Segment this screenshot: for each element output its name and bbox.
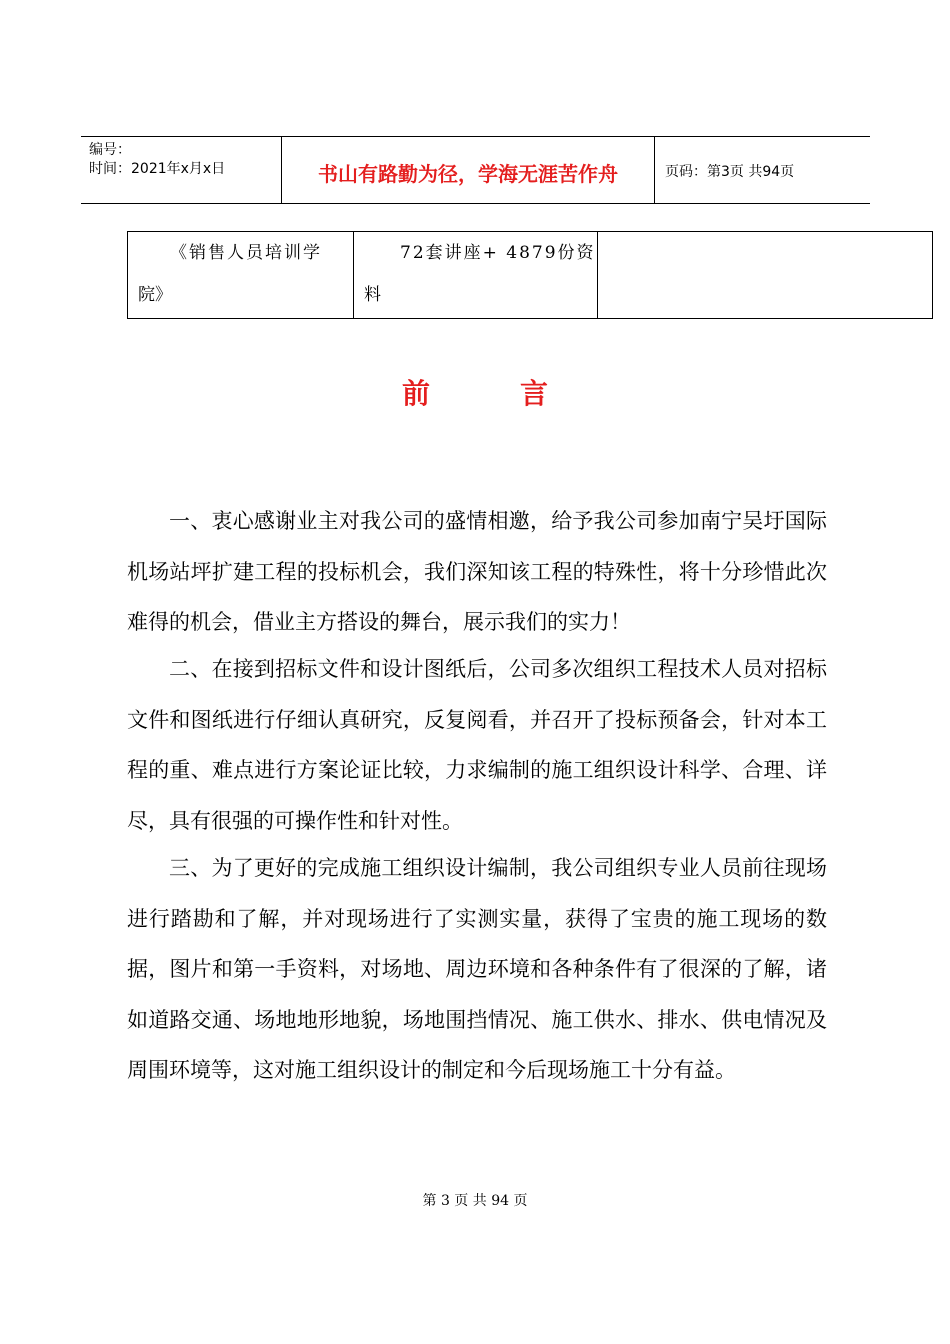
header-motto-cell [282,137,655,203]
paragraph: 一、衷心感谢业主对我公司的盛情相邀，给予我公司参加南宁吴圩国际机场站坪扩建工程的投标机会，我们深知该工程的特殊性，将十分珍惜此次难得的机会，借业主方搭设的舞台，展示我们的实力！ [127,509,827,634]
document-number-label: 编号： [89,142,131,158]
table-cell [128,232,354,318]
header-page-cell [655,137,870,203]
cell-text: 72套讲座+ 4879份资 [400,243,596,263]
page-footer: 第 3 页 共 94 页 [422,1193,528,1209]
cell-text: 《销售人员培训学 [170,243,322,263]
paragraph: 二、在接到招标文件和设计图纸后，公司多次组织工程技术人员对招标文件和图纸进行仔细认真研究，反复阅看，并召开了投标预备会，针对本工程的重、难点进行方案论证比较，力求编制的施工组织设计科学、合理、详尽，具有很强的可操作性和针对性。 [127,657,827,833]
cell-text: 院》 [138,285,172,305]
reference-table [127,231,933,319]
header-motto: 书山有路勤为径，学海无涯苦作舟 [318,162,618,186]
cell-text: 料 [364,285,381,305]
table-cell [354,232,598,318]
document-date-label: 时间：2021年x月x日 [89,161,226,177]
document-header [81,136,870,204]
header-info-cell [81,137,282,203]
table-cell-empty [598,232,932,318]
header-page-number: 页码：第3页 共94页 [665,164,795,180]
paragraph: 三、为了更好的完成施工组织设计编制，我公司组织专业人员前往现场进行踏勘和了解，并对现场进行了实测实量，获得了宝贵的施工现场的数据，图片和第一手资料，对场地、周边环境和各种条件有了很深的了解，诸如道路交通、场地地形地貌，场地围挡情况、施工供水、排水、供电情况及周围环境等，这对施工组织设计的制定和今后现场施工十分有益。 [127,856,827,1082]
section-title: 前言 [401,377,638,410]
